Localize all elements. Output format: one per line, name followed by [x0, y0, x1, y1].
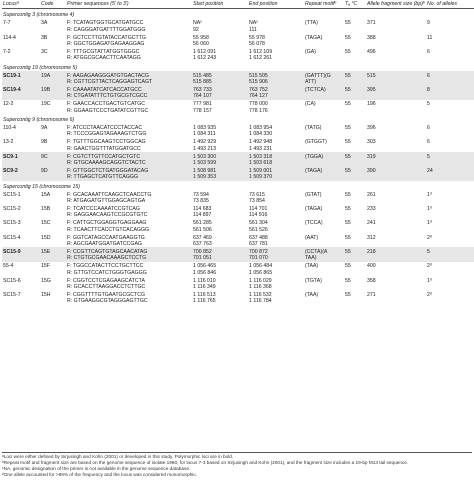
end-position-cell: 1 509 370	[248, 174, 304, 180]
section-title: Supercontig 9 (chromosome 6)	[3, 117, 75, 124]
start-position-cell: 73 835	[193, 198, 209, 205]
table-row	[2, 71, 474, 79]
reverse-primer-cell: R: GGAAGTCCCTGATATCGTTGC	[67, 107, 149, 114]
repeat-motif-cell: (GTAT)	[305, 191, 322, 198]
end-position-cell: 114 701	[249, 205, 268, 212]
annealing-temp-cell: 55	[344, 247, 366, 255]
fragment-size-cell: 395	[366, 85, 426, 93]
empty-cell	[344, 298, 366, 304]
empty-cell	[426, 298, 474, 304]
locus-cell: SC15-6	[3, 277, 21, 284]
locus-cell: 55-4	[3, 263, 14, 270]
forward-primer-cell: F: AAGAGAAGGGATGTGACTACG	[66, 71, 192, 79]
start-position-cell: NAᶜ	[193, 20, 203, 27]
forward-primer-cell: F: CAAAATATCATCACCATGCC	[66, 85, 192, 93]
code-cell: 3C	[41, 48, 48, 55]
table-row	[2, 19, 474, 27]
code-cell: 9C	[40, 152, 66, 160]
reverse-primer-cell: R: CTGATATTTCTGTGCGTCGCC	[66, 93, 192, 99]
forward-primer-cell: F: GCTCCTTGTATACCATGCTTG	[67, 34, 146, 41]
repeat-motif-cell: (GTGGT)	[305, 139, 327, 146]
locus-cell: SC15-2	[3, 205, 21, 212]
end-position-cell: 1 503 318	[248, 152, 304, 160]
table-row	[2, 33, 474, 41]
table-row	[2, 85, 474, 93]
section-title: Supercontig 3 (chromosome 4)	[3, 12, 75, 19]
fragment-size-cell: 515	[366, 71, 426, 79]
reverse-primer-cell: R: TCCCGGAGTAGAAAGTCTGG	[67, 131, 147, 138]
start-position-cell: 1 116 349	[193, 283, 216, 290]
header-annealing-temp: Tₐ °C	[344, 1, 366, 9]
end-position-cell: 1 492 948	[249, 139, 273, 146]
locus-cell: SC15-3	[3, 220, 21, 227]
forward-primer-cell: F: GCACAAATTCAAGCTCAACCTG	[67, 191, 152, 198]
start-position-cell: 763 733	[192, 85, 248, 93]
locus-cell: 12-2	[3, 101, 14, 108]
fragment-size-cell: 261	[367, 191, 376, 198]
reverse-primer-cell: R: GAACTGGTTTATGGATGCC	[67, 145, 141, 152]
start-position-cell: 700 852	[192, 247, 248, 255]
end-position-cell: 700 872	[248, 247, 304, 255]
start-position-cell: 1 116 010	[193, 277, 216, 284]
locus-cell: SC19-4	[2, 85, 40, 93]
alleles-cell: 2ᵈ	[427, 291, 432, 298]
fragment-size-cell: 303	[367, 139, 376, 146]
start-position-cell: 1 493 213	[193, 145, 217, 152]
code-cell: 19C	[41, 101, 51, 108]
footnote: ᵈOne allele accounted for >98% of the frequency and the locus was considered monomorphic.	[2, 472, 197, 477]
header-end-position: End position	[248, 1, 304, 9]
alleles-cell: 11	[427, 34, 433, 41]
reverse-primer-cell: R: CTGTGCGAACAAAGCTCCTG	[66, 255, 192, 261]
annealing-temp-cell: 55	[345, 277, 351, 284]
reverse-primer-cell: R: GGCTGGAGATGAGAAGGAG	[67, 41, 145, 48]
header-alleles: No. of alleles	[426, 1, 474, 9]
annealing-temp-cell: 55	[344, 152, 366, 160]
footnotes	[2, 452, 472, 478]
end-position-cell: 56 078	[249, 41, 265, 48]
end-position-cell: 1 509 001	[248, 166, 304, 174]
code-cell: 15B	[41, 205, 51, 212]
alleles-cell: 1ᵈ	[427, 205, 432, 212]
end-position-cell: 1 056 865	[249, 269, 273, 276]
table-row	[2, 100, 474, 108]
start-position-cell: 1 116 765	[193, 298, 216, 305]
repeat-motif-cell: (AAT)	[305, 234, 319, 241]
reverse-primer-cell: R: ATGAGATGTTGGAGCAGTGA	[67, 198, 146, 205]
code-cell: 9A	[41, 125, 48, 131]
code-cell: 15H	[41, 291, 51, 298]
end-position-cell: 1 116 368	[249, 283, 272, 290]
start-position-cell: 561 506	[193, 226, 212, 233]
fragment-size-cell: 312	[367, 234, 376, 241]
table-body	[2, 9, 474, 305]
code-cell: 15C	[41, 220, 51, 227]
start-position-cell: 1 612 091	[193, 48, 217, 55]
annealing-temp-cell: 55	[345, 20, 351, 27]
locus-cell: 7-7	[3, 20, 11, 27]
code-cell: 3A	[41, 20, 48, 27]
alleles-cell: 8	[426, 85, 474, 93]
code-cell: 9B	[41, 139, 48, 146]
code-cell: 15G	[41, 277, 51, 284]
code-cell: 15E	[40, 247, 66, 255]
repeat-motif-cell: (TAGA)	[305, 205, 323, 212]
header-locus: Locusᵃ	[2, 1, 40, 9]
annealing-temp-cell: 55	[345, 263, 351, 270]
alleles-cell: 2ᵈ	[427, 234, 432, 241]
start-position-cell: 55 958	[193, 34, 209, 41]
locus-cell: SC15-4	[3, 234, 21, 241]
annealing-temp-cell: 55	[344, 71, 366, 79]
reverse-primer-cell: R: AGCGAATGGATGATCCGAG	[67, 241, 142, 247]
forward-primer-cell: F: CATTGCTGGAGGTGAGGAAG	[67, 220, 147, 227]
start-position-cell: 778 157	[193, 107, 212, 114]
start-position-cell: 1 056 465	[193, 263, 217, 270]
start-position-cell: 637 763	[193, 241, 212, 247]
start-position-cell: 1 083 935	[193, 125, 217, 131]
locus-cell: SC15-9	[2, 247, 40, 255]
code-cell: 15D	[41, 234, 51, 241]
locus-cell: SC9-2	[2, 166, 40, 174]
repeat-motif-cell: (TAGA)	[305, 34, 323, 41]
table-row	[2, 166, 474, 174]
forward-primer-cell: F: TCATCCCAAAATCCGTCAG	[67, 205, 140, 212]
repeat-motif-cell	[304, 298, 344, 304]
code-cell-empty	[40, 298, 66, 304]
end-position-cell: 1 083 954	[249, 125, 273, 131]
alleles-cell: 1ᵈ	[427, 191, 432, 198]
table-row	[2, 219, 474, 227]
table-row	[2, 247, 474, 255]
footnote: ᵃLoci were either defined by Sirjusingh and Kohn (2001) or developed in this study. Polymorphic loci are in bold.	[2, 454, 234, 459]
forward-primer-cell: F: ATCCCTAACATCCCTACCAC	[67, 125, 143, 131]
end-position-cell: 55 978	[249, 34, 265, 41]
table-row	[2, 152, 474, 160]
start-position-cell: 1 612 243	[193, 55, 217, 62]
fragment-size-cell: 241	[367, 220, 376, 227]
annealing-temp-cell: 55	[345, 48, 351, 55]
annealing-temp-cell: 55	[345, 101, 351, 108]
start-position-cell: 114 897	[193, 212, 212, 219]
forward-primer-cell: F: CGGTTTTGTGAATGCGCTCG	[67, 291, 145, 298]
start-position-cell: 515 885	[192, 79, 248, 85]
alleles-cell: 6	[427, 48, 430, 55]
forward-primer-cell: F: CGTCTTGTTCCATGCTGTC	[66, 152, 192, 160]
annealing-temp-cell: 55	[345, 125, 351, 131]
fragment-size-cell: 496	[367, 48, 376, 55]
fragment-size-cell: 396	[367, 125, 376, 131]
locus-cell: 110-4	[3, 125, 16, 131]
end-position-cell: 1 116 029	[249, 277, 272, 284]
forward-primer-cell: F: TCATAGTGGTGCATGATGCC	[67, 20, 144, 27]
repeat-motif-cell: (TGGA)	[304, 152, 344, 160]
end-position-cell: 1 116 784	[249, 298, 272, 305]
end-position-cell: 764 127	[248, 93, 304, 99]
locus-cell: SC15-7	[3, 291, 21, 298]
footnote: ᶜNA, genomic designation of the primer is not available in the genome sequence database.	[2, 466, 191, 471]
fragment-size-cell: 388	[367, 34, 376, 41]
locus-cell: 7-2	[3, 48, 11, 55]
start-position-cell: 114 683	[193, 205, 212, 212]
alleles-cell: 5	[426, 247, 474, 255]
fragment-size-cell: 218	[366, 247, 426, 255]
locus-cell: 13-2	[3, 139, 14, 146]
repeat-motif-cell: (TAGA)	[304, 166, 344, 174]
locus-cell: SC15-1	[3, 191, 21, 198]
start-position-cell: 1 508 981	[192, 166, 248, 174]
end-position-cell: 1 056 484	[249, 263, 273, 270]
start-position-cell: 73 594	[193, 191, 209, 198]
end-position-cell: 778 000	[249, 101, 268, 108]
reverse-primer-cell: R: GTGCAAAAGCAGGTCTACTC	[66, 160, 192, 166]
repeat-motif-cell: (TCCA)	[305, 220, 323, 227]
start-position-cell: 764 107	[192, 93, 248, 99]
alleles-cell: 24	[426, 166, 474, 174]
end-position-cell: 637 781	[249, 241, 268, 247]
code-cell: 15F	[41, 263, 50, 270]
repeat-motif-cell: (TTA)	[305, 20, 318, 27]
start-position-cell: 515 485	[192, 71, 248, 79]
start-position-cell: 1 116 513	[193, 291, 216, 298]
reverse-primer-cell: R: TTGAGCTCATGTTCAGGG	[66, 174, 192, 180]
start-position-cell: 92	[193, 26, 199, 33]
alleles-cell: 2ᵈ	[427, 263, 432, 270]
table-row	[2, 204, 474, 212]
forward-primer-cell: F: GTTGGCTCTGATGGGATACAG	[66, 166, 192, 174]
alleles-cell: 1ᵈ	[427, 277, 432, 284]
end-position-cell: NAᶜ	[249, 20, 259, 27]
alleles-cell: 6	[427, 125, 430, 131]
forward-primer-cell: F: TGTTTGGCAAGTCCTGGCAG	[67, 139, 146, 146]
reverse-primer-cell: R: CGTTCGTTACTCAGGAGTCAGT	[66, 79, 192, 85]
section-header-row	[2, 114, 474, 123]
repeat-motif-cell: (CCTA)(A	[304, 247, 344, 255]
header-code: Code	[40, 1, 66, 9]
repeat-motif-cell: (GA)	[305, 48, 316, 55]
start-position-cell: 561 285	[193, 220, 212, 227]
end-position-cell: 561 526	[249, 226, 268, 233]
end-position-cell: 701 070	[248, 255, 304, 261]
locus-cell: SC19-1	[2, 71, 40, 79]
alleles-cell: 5	[426, 152, 474, 160]
table-row	[2, 262, 474, 270]
alleles-cell: 1ᵈ	[427, 220, 432, 227]
repeat-motif-cell: (GATTT)(G	[304, 71, 344, 79]
alleles-cell: 6	[427, 139, 430, 146]
annealing-temp-cell: 55	[345, 220, 351, 227]
locus-cell: SC9-1	[2, 152, 40, 160]
section-header-row	[2, 62, 474, 71]
section-title: Supercontig 19 (chromosome 5)	[3, 64, 78, 71]
end-position-cell: 1 116 532	[249, 291, 272, 298]
annealing-temp-cell: 55	[345, 34, 351, 41]
forward-primer-cell: F: TTTGCGTATTATGGTGGGC	[67, 48, 140, 55]
table-row	[2, 47, 474, 55]
reverse-primer-cell: R: GTGAAGGCGTAGGGAGTTGC	[67, 298, 148, 305]
fragment-size-cell: 196	[367, 101, 376, 108]
code-cell: 3B	[41, 34, 48, 41]
reverse-primer-cell: R: CAGGGATGATTTTGGATGGG	[67, 26, 146, 33]
table-row	[2, 124, 474, 132]
annealing-temp-cell: 55	[345, 234, 351, 241]
end-position-cell: 1 084 330	[249, 131, 273, 138]
end-position-cell: 561 304	[249, 220, 268, 227]
code-cell: 19B	[40, 85, 66, 93]
end-position-cell: 778 176	[249, 107, 268, 114]
start-position-cell: 637 469	[193, 234, 212, 241]
start-position-cell: 1 492 929	[193, 139, 217, 146]
alleles-cell: 6	[426, 71, 474, 79]
reverse-primer-cell: R: GAGGAACAAGTCCGCGTGTC	[67, 212, 148, 219]
fragment-size-cell: 371	[367, 20, 376, 27]
header-start-position: Start position	[192, 1, 248, 9]
end-position-cell: 73 854	[249, 198, 265, 205]
fragment-size-cell: 319	[366, 152, 426, 160]
annealing-temp-cell: 55	[345, 139, 351, 146]
start-position-cell: 1 056 846	[193, 269, 217, 276]
reverse-primer-cell: R: TCAACTTCACCTGTCACAGGG	[67, 226, 150, 233]
start-position-cell: 1 509 353	[192, 174, 248, 180]
start-position-cell: 1 503 599	[192, 160, 248, 166]
forward-primer-cell: F: TGGCCATACTTCCTGCTTCC	[67, 263, 144, 270]
end-position-cell: 515 906	[248, 79, 304, 85]
end-position-cell: 515 505	[248, 71, 304, 79]
table-row	[2, 190, 474, 198]
table-row	[2, 290, 474, 298]
start-position-cell: 777 981	[193, 101, 212, 108]
footnote: ᵇRepeat motif and fragment size are based on the genome sequence of isolate 1980, for locus 7-3 based on Sirjusingh and Kohn (2001), and the fragment size includes a 19-bp M13 tail sequence.	[2, 460, 409, 465]
section-title: Supercontig 15 (chromosome 15)	[3, 183, 80, 190]
repeat-motif-cell: TAA)	[304, 255, 344, 261]
table-row-reverse	[2, 298, 474, 304]
annealing-temp-cell: 55	[344, 85, 366, 93]
reverse-primer-cell: R: ATGGCGCAACTTCAATAGG	[67, 55, 141, 62]
start-position-cell: 701 051	[192, 255, 248, 261]
annealing-temp-cell: 55	[345, 291, 351, 298]
fragment-size-cell: 233	[367, 205, 376, 212]
header-repeat-motif: Repeat motifᵇ	[304, 1, 344, 9]
section-header-row	[2, 9, 474, 19]
start-position-cell: 56 060	[193, 41, 209, 48]
annealing-temp-cell: 55	[345, 191, 351, 198]
fragment-size-cell: 271	[367, 291, 376, 298]
code-cell: 9D	[40, 166, 66, 174]
table-row	[2, 276, 474, 284]
alleles-cell: 5	[427, 101, 430, 108]
start-position-cell: 1 084 311	[193, 131, 216, 138]
primer-table	[2, 1, 474, 305]
end-position-cell: 1 503 618	[248, 160, 304, 166]
table-row	[2, 138, 474, 146]
start-position-cell: 1 503 300	[192, 152, 248, 160]
code-cell: 15A	[41, 191, 51, 198]
forward-primer-cell: F: CCGTTCAGTGTAGCAACATAG	[66, 247, 192, 255]
section-header-row	[2, 181, 474, 190]
fragment-size-cell: 358	[367, 277, 376, 284]
table-row	[2, 233, 474, 241]
end-position-cell: 1 493 231	[249, 145, 273, 152]
annealing-temp-cell: 55	[345, 205, 351, 212]
forward-primer-cell: F: GAACCACCTGACTGTCATGC	[67, 101, 146, 108]
repeat-motif-cell: (TAA)	[305, 263, 319, 270]
header-primer-sequences: Primer sequences (5′ to 3′)	[66, 1, 192, 9]
repeat-motif-cell: (TCTCA)	[304, 85, 344, 93]
end-position-cell: 73 615	[249, 191, 265, 198]
repeat-motif-cell: (TATG)	[305, 125, 322, 131]
forward-primer-cell: F: GGTCATAGCCAATGAAGGTG	[67, 234, 145, 241]
locus-cell: 114-4	[3, 34, 16, 41]
repeat-motif-cell: (TGTA)	[305, 277, 322, 284]
header-row	[2, 1, 474, 9]
annealing-temp-cell: 55	[344, 166, 366, 174]
end-position-cell: 111	[249, 26, 257, 33]
header-fragment-size: Allele fragment size (bp)ᵇ	[367, 1, 425, 7]
alleles-cell: 9	[427, 20, 430, 27]
reverse-primer-cell: R: GCACCTTAAGGACCTCTTGC	[67, 283, 146, 290]
empty-cell	[366, 298, 426, 304]
fragment-size-cell: 400	[367, 263, 376, 270]
end-position-cell: 1 612 109	[249, 48, 273, 55]
reverse-primer-cell: R: GTTGTCCATCTGGGTGAGGG	[67, 269, 147, 276]
repeat-motif-cell: ATT)	[304, 79, 344, 85]
end-position-cell: 763 752	[248, 85, 304, 93]
end-position-cell: 1 612 261	[249, 55, 273, 62]
forward-primer-cell: F: CGGTCCTCGAGAAGCATCTA	[67, 277, 145, 284]
fragment-size-cell: 390	[366, 166, 426, 174]
repeat-motif-cell: (CA)	[305, 101, 316, 108]
code-cell: 19A	[40, 71, 66, 79]
repeat-motif-cell: (TAA)	[305, 291, 319, 298]
locus-cell-empty	[2, 298, 40, 304]
end-position-cell: 637 488	[249, 234, 268, 241]
end-position-cell: 114 916	[249, 212, 268, 219]
